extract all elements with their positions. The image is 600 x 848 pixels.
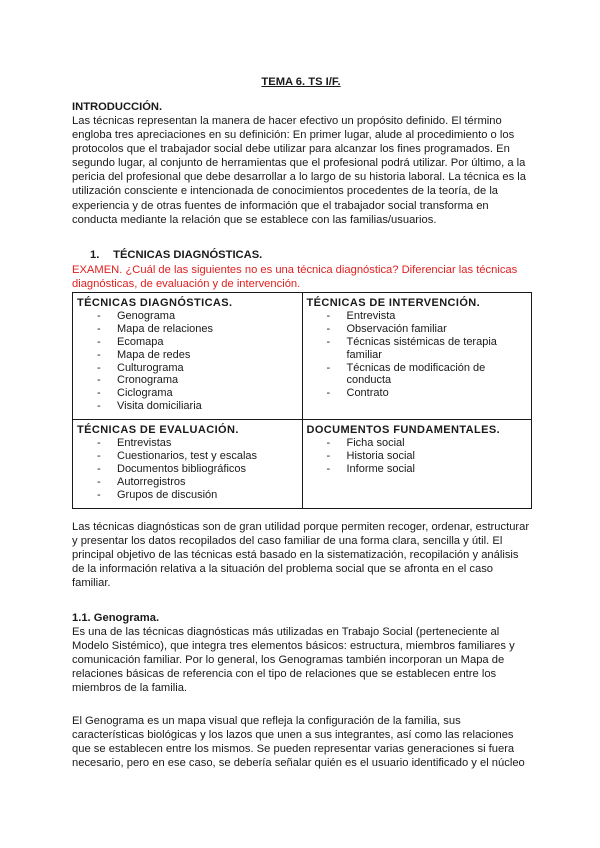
cell-heading: TÉCNICAS DIAGNÓSTICAS. xyxy=(77,297,233,309)
list-item: - Mapa de redes xyxy=(97,349,298,362)
list-item: - Ciclograma xyxy=(97,387,298,400)
exam-note: EXAMEN. ¿Cuál de las siguientes no es una técnica diagnóstica? Diferenciar las técnicas diagnósticas, de evaluación y de intervención. xyxy=(72,264,518,291)
list-item: - Entrevistas xyxy=(97,437,298,450)
diagnosticas-paragraph: Las técnicas diagnósticas son de gran utilidad porque permiten recoger, ordenar, estructurar y presentar los datos recopilados del caso familiar de una forma clara, sencilla y útil. El principal objetivo de las técnicas está basado en la sistematización, recopilación y análisis de la información relativa a la situación del problema social que se afronta en el caso familiar. xyxy=(72,521,530,590)
cell-documentos xyxy=(302,420,532,508)
list-item: - Cronograma xyxy=(97,374,298,387)
list-diagnosticas xyxy=(77,310,298,413)
techniques-table xyxy=(72,292,532,509)
cell-evaluacion xyxy=(73,420,303,508)
document-title: TEMA 6. TS I/F. xyxy=(261,76,341,88)
list-documentos xyxy=(307,437,528,476)
section-1-heading xyxy=(90,248,262,262)
list-evaluacion xyxy=(77,437,298,502)
list-item: - Ficha social xyxy=(327,437,528,450)
intro-heading: INTRODUCCIÓN. xyxy=(72,101,163,113)
section-1-number: 1. xyxy=(90,249,100,261)
list-item: - Cuestionarios, test y escalas xyxy=(97,450,298,463)
list-item: - Genograma xyxy=(97,310,298,323)
list-item: - Ecomapa xyxy=(97,336,298,349)
list-item: - Visita domiciliaria xyxy=(97,400,298,413)
list-item: - Documentos bibliográficos xyxy=(97,463,298,476)
list-item: - Técnicas de modificación de conducta xyxy=(327,362,528,388)
list-item: - Contrato xyxy=(327,387,528,400)
cell-heading: DOCUMENTOS FUNDAMENTALES. xyxy=(306,424,501,437)
intro-text: Las técnicas representan la manera de hacer efectivo un propósito definido. El término engloba tres apreciaciones en su definición: En primer lugar, alude al procedimiento o los protocolos que el trabajador social debe utilizar para alcanzar los fines programados. En segundo lugar, al conjunto de herramientas que el profesional podrá utilizar. Por último, a la pericia del profesional que debe desarrollar a lo largo de su historia laboral. La técnica es la utilización consciente e intencionada de conocimientos procedentes de la teoría, de la experiencia y de otras fuentes de información que el trabajador social transforma en conducta mediante la relación que se establece con las familias/usuarios. xyxy=(72,115,526,226)
list-item: - Mapa de relaciones xyxy=(97,323,298,336)
genograma-paragraph-2: El Genograma es un mapa visual que refleja la configuración de la familia, sus características biológicas y los lazos que unen a sus integrantes, así como las relaciones que se establecen entre los mismos. Se pueden representar varias generaciones si fuera necesario, pero en ese caso, se debería señalar quién es el usuario identificado y el núcleo xyxy=(72,715,525,770)
cell-diagnosticas xyxy=(73,293,303,420)
intro-paragraph xyxy=(72,114,530,227)
list-item: - Informe social xyxy=(327,463,528,476)
list-item: - Técnicas sistémicas de terapia familiar xyxy=(327,336,528,362)
cell-intervencion xyxy=(302,293,532,420)
list-item: - Observación familiar xyxy=(327,323,528,336)
list-item: - Entrevista xyxy=(327,310,528,323)
subsection-genograma-heading: 1.1. Genograma. xyxy=(72,612,160,624)
list-item: - Grupos de discusión xyxy=(97,489,298,502)
list-item: - Culturograma xyxy=(97,362,298,375)
cell-heading: TÉCNICAS DE INTERVENCIÓN. xyxy=(306,297,481,309)
table-row xyxy=(73,293,532,420)
genograma-paragraph-1: Es una de las técnicas diagnósticas más utilizadas en Trabajo Social (perteneciente al Modelo Sistémico), que integra tres elementos básicos: estructura, miembros familiares y comunicación familiar. Por lo general, los Genogramas también incorporan un Mapa de relaciones básicas de referencia con el tipo de relaciones que se establecen entre los miembros de la familia. xyxy=(72,626,515,695)
list-item: - Historia social xyxy=(327,450,528,463)
table-row xyxy=(73,420,532,508)
list-item: - Autorregistros xyxy=(97,476,298,489)
section-1-title: TÉCNICAS DIAGNÓSTICAS. xyxy=(113,249,263,261)
list-intervencion xyxy=(307,310,528,400)
cell-heading: TÉCNICAS DE EVALUACIÓN. xyxy=(77,424,239,437)
